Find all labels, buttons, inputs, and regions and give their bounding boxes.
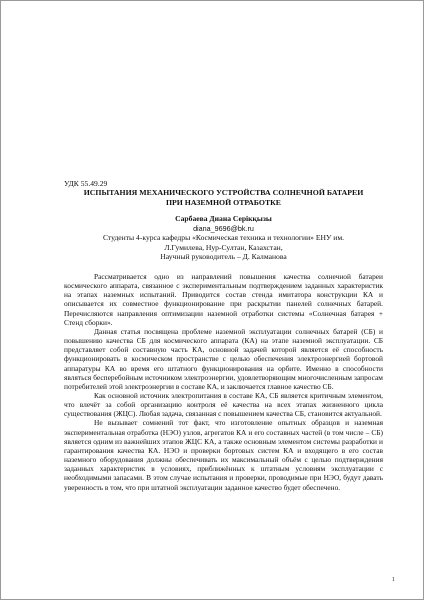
author-email: diana_9696@bk.ru [193,223,254,233]
author-block [64,214,383,262]
article-title [64,188,383,207]
paragraph: Не вызывает сомнений тот факт, что изготовление опытных образцов и наземная экспериментальная отработка (НЭО) узлов, агрегатов КА и его составных частей (в том числе – СБ) является одним из важнейших этапов ЖЦС КА, а также основным элементом системы разработки и гарантирования качества КА. НЭО и проверки бортовых систем КА и входящего в его состав наземного оборудования должны обеспечивать их максимальный объём с целью подтверждения заданных характеристик в условиях, приближённых к штатным условиям эксплуатации с необходимыми запасами. В этом случае испытания и проверки, проводимые при НЭО, будут давать уверенность в том, что при штатной эксплуатации заданное качество будет обеспечено. [64,418,383,492]
title-line: ПРИ НАЗЕМНОЙ ОТРАБОТКЕ [165,197,282,207]
udc-code: УДК 55.49.29 [64,179,108,188]
paragraph: Рассматривается одно из направлений повышения качества солнечной батареи космического аппарата, связанное с экспериментальным подтверждением заданных характеристик на этапах наземных испытаний. Приводится состав стенда имитатора конструкции КА и описывается их совместное функционирование при раскрытии панелей солнечных батарей. Перечисляются направления оптимизации наземной отработки системы «Солнечная батарея + Стенд сборки». [64,271,383,327]
paragraph: Данная статья посвящена проблеме наземной эксплуатации солнечных батарей (СБ) и повышению качества СБ для космического аппарата (КА) на этапе наземной эксплуатации. СБ представляет собой составную часть КА, основной задачей которой является её способность функционировать в космическом пространстве с целью обеспечения электроэнергией бортовой аппаратуры КА во время его штатного функционирования на орбите. Именно в способности являться бесперебойным источником электроэнергии, удовлетворяющим многочисленным запросам потребителей этой электроэнергии в составе КА, и заключается главное качество СБ. [64,326,383,391]
page-number: 1 [391,576,395,583]
article-content [64,179,383,492]
supervisor-line: Научный руководитель – Д. Калманова [160,252,287,262]
title-line: ИСПЫТАНИЯ МЕХАНИЧЕСКОГО УСТРОЙСТВА СОЛНЕЧНОЙ БАТАРЕИ [83,188,364,197]
article-body [64,272,383,492]
paragraph: Как основной источник электропитания в составе КА, СБ является критичным элементом, что влечёт за собой организацию контроля её качества на всех этапах жизненного цикла существования (ЖЦС). Любая задача, связанная с повышением качества СБ, становится актуальной. [64,391,383,419]
affiliation-line: Л.Гумилева, Нур-Султан, Казахстан, [164,242,283,252]
affiliation-line: Студенты 4-курса кафедры «Космическая техника и технологии» ЕНУ им. [102,233,345,243]
author-name: Сарбаева Диана Серікқызы [175,214,272,223]
